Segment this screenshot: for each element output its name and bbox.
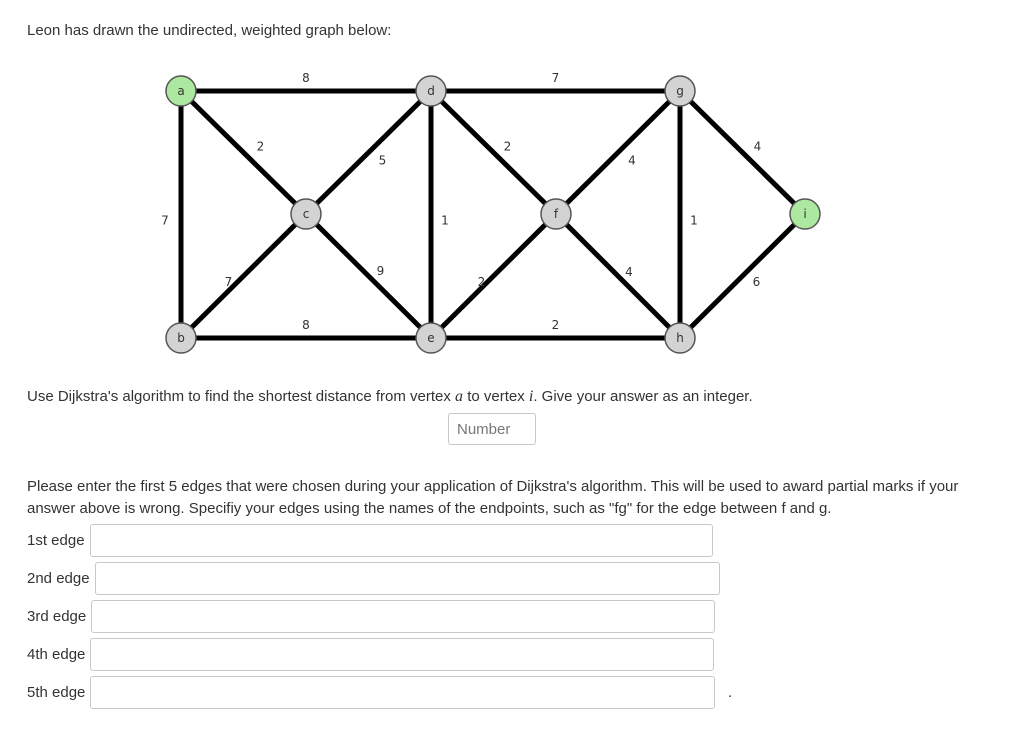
question-text [27,388,753,406]
node-label-a: a [177,84,185,98]
question-part1: Use Dijkstra's algorithm to find the shortest distance from vertex [27,388,456,405]
node-label-d: d [427,84,435,98]
edge-cd [306,91,431,214]
node-label-f: f [553,207,559,221]
node-b [166,323,196,353]
node-label-h: h [676,331,684,345]
node-label-g: g [676,84,684,98]
weight-de: 1 [441,213,449,228]
weight-df: 2 [503,139,512,154]
edge-input-1[interactable] [90,524,713,557]
weight-cd: 5 [378,153,387,168]
node-label-b: b [177,331,185,345]
distance-answer-input[interactable] [448,413,536,445]
vertex-i-var: i [528,388,534,405]
trailing-period: . [728,684,733,701]
weight-fg: 4 [628,153,636,168]
weight-hi: 6 [752,275,761,289]
instructions-text: Please enter the first 5 edges that were chosen during your application of Dijkstra's algorithm. This will be used to award partial marks if your answer above is wrong. Specifiy your edges using the names of the endpoints, such as "fg" for the edge between f and g. [27,478,959,517]
node-f [541,199,571,229]
node-label-i: i [803,207,807,221]
edge-label-2: 2nd edge [27,570,90,587]
edge-label-1: 1st edge [27,532,85,549]
edge-fh [556,214,680,338]
edge-ce [306,214,431,338]
weight-ef: 2 [477,275,486,289]
edge-gi [680,91,805,214]
edge-ef [431,214,556,338]
edge-row-4 [27,638,714,671]
edge-bc [181,214,306,338]
node-h [665,323,695,353]
edge-input-3[interactable] [91,600,715,633]
question-part2: to vertex [463,388,529,405]
weight-ce: 9 [376,264,385,278]
edge-input-2[interactable] [95,562,720,595]
edge-df [431,91,556,214]
edge-row-3 [27,600,715,633]
weight-gi: 4 [753,139,762,154]
weight-eh: 2 [551,318,560,332]
edge-fg [556,91,680,214]
node-a [166,76,196,106]
weight-be: 8 [302,318,310,332]
edge-input-4[interactable] [90,638,714,671]
edge-row-5 [27,676,715,709]
weight-fh: 4 [625,265,633,279]
vertex-a-var: a [455,388,464,405]
node-label-e: e [427,331,435,345]
weight-bc: 7 [224,275,233,289]
edge-ac [181,91,306,214]
weight-ac: 2 [256,139,265,154]
edge-row-2 [27,562,720,595]
edge-input-5[interactable] [90,676,715,709]
weight-dg: 7 [551,71,560,85]
node-label-c: c [302,207,310,221]
edge-label-3: 3rd edge [27,608,87,625]
edge-label-5: 5th edge [27,684,86,701]
node-e [416,323,446,353]
weighted-graph [150,62,850,362]
node-i [790,199,820,229]
edge-label-4: 4th edge [27,646,86,663]
weight-gh: 1 [690,213,698,228]
edge-hi [680,214,805,338]
node-d [416,76,446,106]
intro-text: Leon has drawn the undirected, weighted graph below: [27,22,392,39]
node-g [665,76,695,106]
weight-ad: 8 [302,71,310,85]
question-part3: . Give your answer as an integer. [533,388,753,405]
node-c [291,199,321,229]
edge-row-1 [27,524,713,557]
weight-ab: 7 [161,213,169,228]
